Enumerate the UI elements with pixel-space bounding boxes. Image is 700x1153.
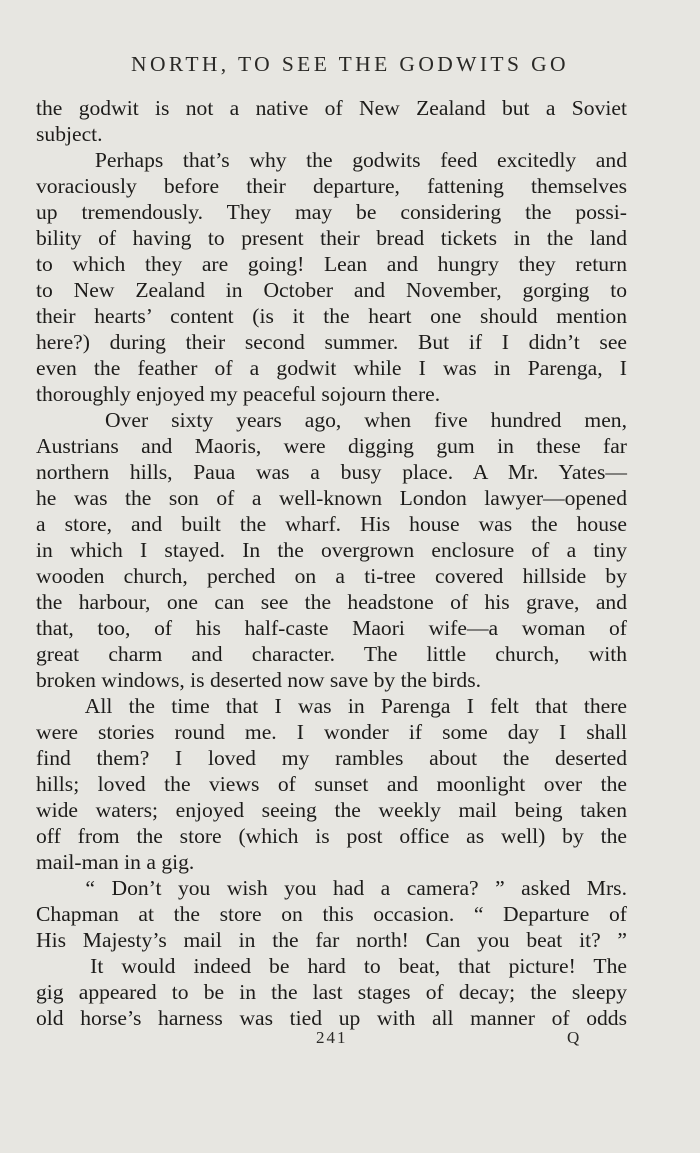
text-line: here?) during their second summer. But if I didn’t see (36, 330, 627, 354)
text-line: thoroughly enjoyed my peaceful sojourn there. (36, 382, 441, 406)
text-line: old horse’s harness was tied up with all manner of odds (36, 1006, 627, 1030)
text-line: Austrians and Maoris, were digging gum in these far (36, 434, 627, 458)
text-line: that, too, of his half-caste Maori wife—a woman of (36, 616, 627, 640)
text-line: Chapman at the store on this occasion. “ Departure of (36, 902, 627, 926)
text-line: wooden church, perched on a ti-tree covered hillside by (36, 564, 627, 588)
text-line: All the time that I was in Parenga I felt that there (36, 694, 627, 718)
page-number: 241 (316, 1028, 348, 1047)
text-line: their hearts’ content (is it the heart one should mention (36, 304, 627, 328)
page-footer (0, 1028, 700, 1052)
text-line: gig appeared to be in the last stages of decay; the sleepy (36, 980, 627, 1004)
text-line: subject. (36, 122, 103, 146)
text-line: were stories round me. I wonder if some day I shall (36, 720, 627, 744)
text-line: It would indeed be hard to beat, that picture! The (36, 954, 627, 978)
text-line: mail-man in a gig. (36, 850, 195, 874)
text-line: voraciously before their departure, fattening themselves (36, 174, 627, 198)
text-line: great charm and character. The little church, with (36, 642, 627, 666)
body-text (36, 95, 627, 1031)
text-line: wide waters; enjoyed seeing the weekly mail being taken (36, 798, 627, 822)
signature-mark: Q (567, 1028, 580, 1047)
text-line: hills; loved the views of sunset and moonlight over the (36, 772, 627, 796)
text-line: bility of having to present their bread tickets in the land (36, 226, 627, 250)
text-line: northern hills, Paua was a busy place. A Mr. Yates— (36, 460, 627, 484)
text-line: Over sixty years ago, when five hundred men, (36, 408, 627, 432)
text-line: to New Zealand in October and November, gorging to (36, 278, 627, 302)
text-line: the godwit is not a native of New Zealand but a Soviet (36, 96, 627, 120)
text-line: up tremendously. They may be considering the possi- (36, 200, 627, 224)
running-header: NORTH, TO SEE THE GODWITS GO (131, 52, 569, 76)
text-line: even the feather of a godwit while I was in Parenga, I (36, 356, 627, 380)
text-line: broken windows, is deserted now save by the birds. (36, 668, 481, 692)
text-line: find them? I loved my rambles about the deserted (36, 746, 627, 770)
text-line: “ Don’t you wish you had a camera? ” asked Mrs. (36, 876, 627, 900)
text-line: His Majesty’s mail in the far north! Can you beat it? ” (36, 928, 627, 952)
text-line: the harbour, one can see the headstone of his grave, and (36, 590, 627, 614)
text-line: off from the store (which is post office as well) by the (36, 824, 627, 848)
text-line: a store, and built the wharf. His house was the house (36, 512, 627, 536)
text-line: in which I stayed. In the overgrown enclosure of a tiny (36, 538, 627, 562)
text-line: to which they are going! Lean and hungry they return (36, 252, 627, 276)
text-line: Perhaps that’s why the godwits feed excitedly and (36, 148, 627, 172)
text-line: he was the son of a well-known London lawyer—opened (36, 486, 627, 510)
